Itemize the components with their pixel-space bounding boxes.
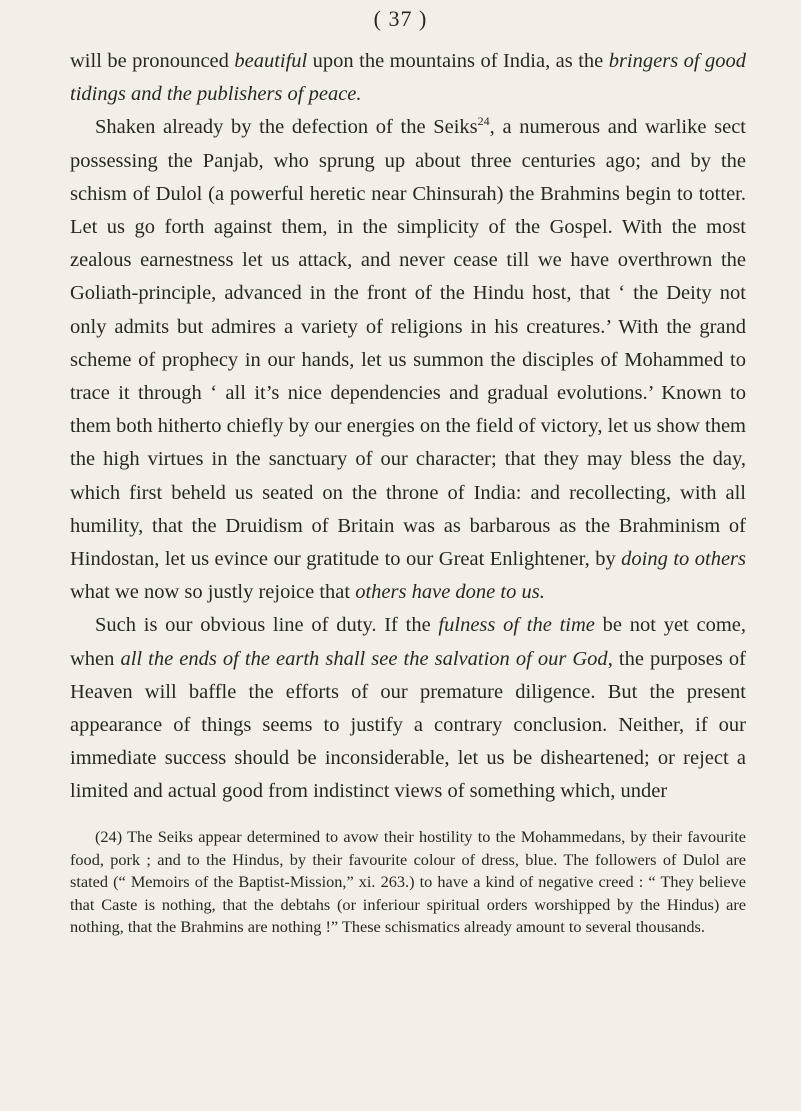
para2-text-a: Shaken already by the defection of the Seiks: [95, 116, 478, 139]
para2-italic-others: others have done to us.: [355, 581, 545, 604]
para1-text-a: will be pronounced: [70, 50, 235, 72]
para1-italic-bringers: bringers of good tidings and the publishers of peace.: [70, 50, 746, 106]
page-number: ( 37 ): [373, 6, 428, 31]
para3-text-a: Such is our obvious line of duty. If the: [95, 614, 439, 637]
para3-text-c: be not yet come, when: [70, 614, 747, 670]
para3-text-e: , the purposes of Heaven will baffle the efforts of our premature diligence. But the present appearance of things seems to justify a contrary conclusion. Neither, if our immediate success should be inconsiderable, let us be disheartened; or reject a limited and actual good from indistinct views of something which, under: [70, 647, 746, 803]
para2-italic-doing: doing to others: [621, 548, 746, 571]
footnote-text: (24) The Seiks appear determined to avow their hostility to the Mohammedans, by their favourite food, pork ; and to the Hindus, by their favourite colour of dress, blue. The followers of Dulol are stated (“ Memoirs of the Baptist-Mission,” xi. 263.) to have a kind of negative creed : “ They believe that Caste is nothing, that the debtahs (or inferiour spiritual orders worshipped by the Hindus) are nothing, that the Brahmins are nothing !” These schismatics already amount to several thousands.: [70, 827, 746, 936]
body-text: [70, 45, 746, 809]
para2-text-b: , a numerous and warlike sect possessing the Panjab, who sprung up about three centuries ago; and by the schism of Dulol (a powerful heretic near Chinsurah) the Brahmins begin to totter. Let us go forth against them, in the simplicity of the Gospel. With the most zealous earnestness let us attack, and never cease till we have overthrown the Goliath-principle, advanced in the front of the Hindu host, that ‘ the Deity not only admits but admires a variety of religions in his creatures.’ With the grand scheme of prophecy in our hands, let us summon the disciples of Mohammed to trace it through ‘ all it’s nice dependencies and gradual evolutions.’ Known to them both hitherto chiefly by our energies on the field of victory, let us show them the high virtues in the sanctuary of our character; that they may bless the day, which first beheld us seated on the throne of India: and recollecting, with all humility, that the Druidism of Britain was as barbarous as the Brahminism of Hindostan, let us evince our gratitude to our Great Enlightener, by: [70, 116, 746, 571]
para2-text-d: what we now so justly rejoice that: [70, 581, 356, 604]
para1-italic-beautiful: beautiful: [234, 50, 308, 72]
paragraph-2: [70, 111, 746, 609]
para1-text-c: upon the mountains of India, as the: [307, 50, 609, 72]
para3-italic-fulness: fulness of the time: [438, 614, 595, 637]
paragraph-1: [70, 45, 746, 111]
paragraph-3: [70, 609, 746, 808]
footnote-reference: 24: [477, 114, 490, 129]
footnote: [70, 826, 746, 939]
para3-italic-ends: all the ends of the earth shall see the salvation of our God: [120, 647, 608, 670]
